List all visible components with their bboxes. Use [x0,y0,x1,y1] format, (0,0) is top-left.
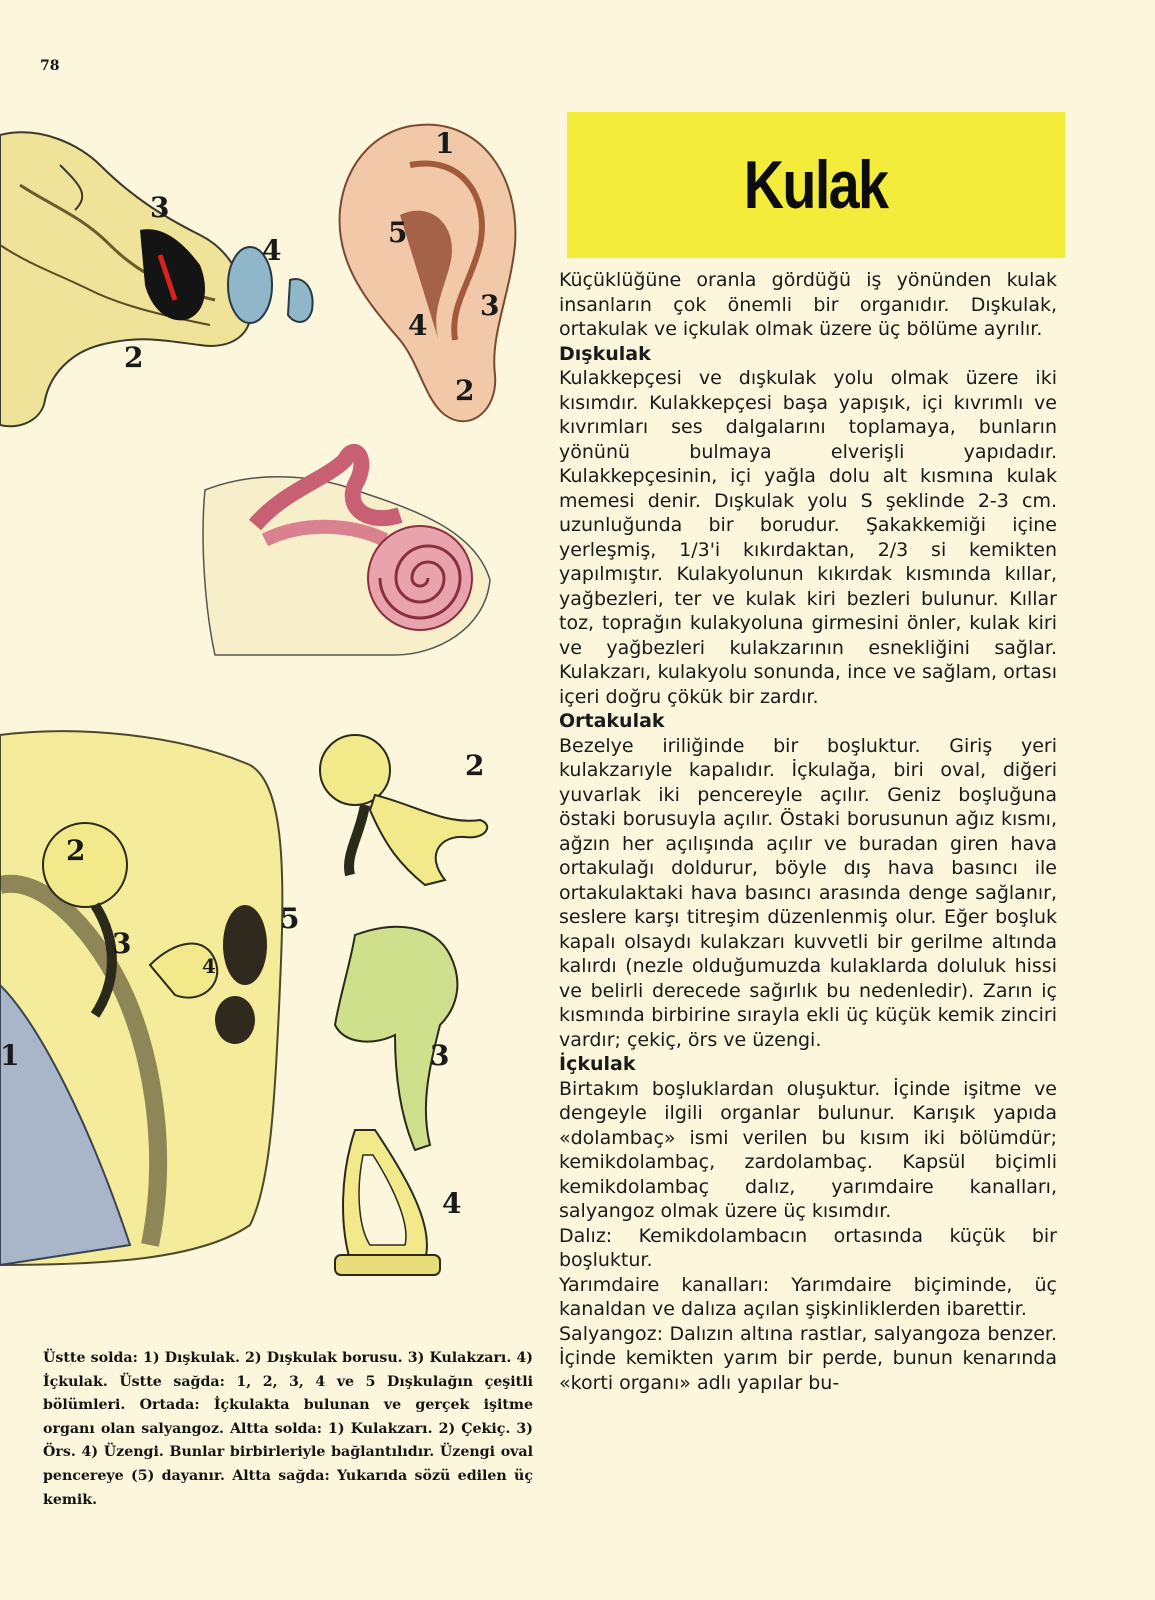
cochlea-figure [195,430,495,660]
outer-ear-label-5: 5 [388,216,408,249]
outer-ear-figure [330,115,530,435]
paragraph-daliz: Dalız: Kemikdolambacın ortasında küçük bir boşluktur. [559,1224,1057,1271]
middle-ear-label-1: 1 [0,1039,20,1072]
middle-ear-label-5: 5 [280,902,300,935]
bones-label-3: 3 [430,1039,450,1072]
bones-figure [305,725,540,1305]
middle-ear-label-2: 2 [66,834,86,867]
middle-ear-figure [0,725,305,1270]
outer-ear-label-3: 3 [480,289,500,322]
page-number: 78 [40,58,60,74]
paragraph-salyangoz: Salyangoz: Dalızın altına rastlar, salyangoza benzer. İçinde kemikten yarım bir perde, bunun kenarında «korti organı» adlı yapılar bu- [559,1322,1057,1394]
section-heading-dis-kulak: Dışkulak [559,342,651,365]
figure-caption: Üstte solda: 1) Dışkulak. 2) Dışkulak borusu. 3) Kulakzarı. 4) İçkulak. Üstte sağda: 1, 2, 3, 4 ve 5 Dışkulağın çeşitli bölümleri. Ortada: İçkulakta bulunan ve gerçek işitme organı olan salyangoz. Altta solda: 1) Kulakzarı. 2) Çekiç. 3) Örs. 4) Üzengi. Bunlar birbirleriyle bağlantılıdır. Üzengi oval pencereye (5) dayanır. Altta sağda: Yukarıda sözü edilen üç kemik. [43,1350,533,1508]
outer-ear-label-1: 1 [435,127,455,160]
middle-ear-label-4: 4 [202,954,216,978]
ear-section-figure [0,125,330,435]
article-body [559,268,1057,1395]
section-heading-ic-kulak: İçkulak [559,1053,636,1075]
middle-ear-label-3: 3 [112,927,132,960]
paragraph-yarimdaire: Yarımdaire kanalları: Yarımdaire biçiminde, üç kanaldan ve dalıza açılan şişkinliklerden ibarettir. [559,1273,1057,1320]
bones-label-4: 4 [442,1187,462,1220]
section-text-ic-kulak: Birtakım boşluklardan oluşuktur. İçinde işitme ve dengeyle ilgili organlar bulunur. Karışık yapıda «dolambaç» ismi verilen bu kısım iki bölümdür; kemikdolambaç, zardolambaç. Kapsül biçimli kemikdolambaç dalız, yarımdaire kanalları, salyangoz olmak üzere üç kısımdır. [559,1077,1057,1222]
ear-section-label-4: 4 [262,234,282,267]
ear-section-label-2: 2 [124,341,144,374]
ear-section-label-3: 3 [150,191,170,224]
title-banner [567,112,1065,258]
section-heading-orta-kulak: Ortakulak [559,710,665,732]
section-text-dis-kulak: Kulakkepçesi ve dışkulak yolu olmak üzere iki kısımdır. Kulakkepçesi başa yapışık, içi kıvrımlı ve kıvrımları ses dalgalarını toplamaya, bunların yönünü bulmaya elverişli yapıdadır. Kulakkepçesinin, içi yağla dolu alt kısmına kulak memesi denir. Dışkulak yolu S şeklinde 2-3 cm. uzunluğunda bir borudur. Şakakkemiği içine yerleşmiş, 1/3'i kıkırdaktan, 2/3 si kemikten yapılmıştır. Kulakyolunun kıkırdak kısmında kıllar, yağbezleri, ter ve kulak kiri bezleri bulunur. Kıllar toz, toprağın kulakyoluna girmesini önler, kulak kiri ve yağbezleri kulakzarının esnekliğini sağlar. Kulakzarı, kulakyolu sonunda, ince ve sağlam, ortası içeri doğru çökük bir zardır. [559,367,1057,708]
page-title: Kulak [744,147,888,223]
outer-ear-label-4: 4 [408,309,428,342]
bones-label-2: 2 [465,749,485,782]
section-text-orta-kulak: Bezelye iriliğinde bir boşluktur. Giriş yeri kulakzarıyle kapalıdır. İçkulağa, biri oval, diğeri yuvarlak iki pencereyle açılır. Geniz boşluğuna östaki borusuyla açılır. Östaki borusunun ağız kısmı, ağzın her açılışında açılır ve buradan giren hava ortakulağı doldurur, böyle dış hava basıncı ile ortakulaktaki hava basıncı arasında denge sağlanır, seslere karşı titreşim düzenlenmiş olur. Eğer boşluk kapalı olsaydı kulakzarı kuvvetli bir gerilme altında kalırdı (nezle olduğumuzda kulaklarda doluluk hissi ve belirli derecede sağırlık bu nedenledir). Zarın iç kısmında birbirine sırayla ekli üç küçük kemik zinciri vardır; çekiç, örs ve üzengi. [559,734,1057,1051]
intro-paragraph: Küçüklüğüne oranla gördüğü iş yönünden kulak insanların çok önemli bir organıdır. Dışkulak, ortakulak ve içkulak olmak üzere üç bölüme ayrılır. [559,269,1057,340]
outer-ear-label-2: 2 [455,374,475,407]
